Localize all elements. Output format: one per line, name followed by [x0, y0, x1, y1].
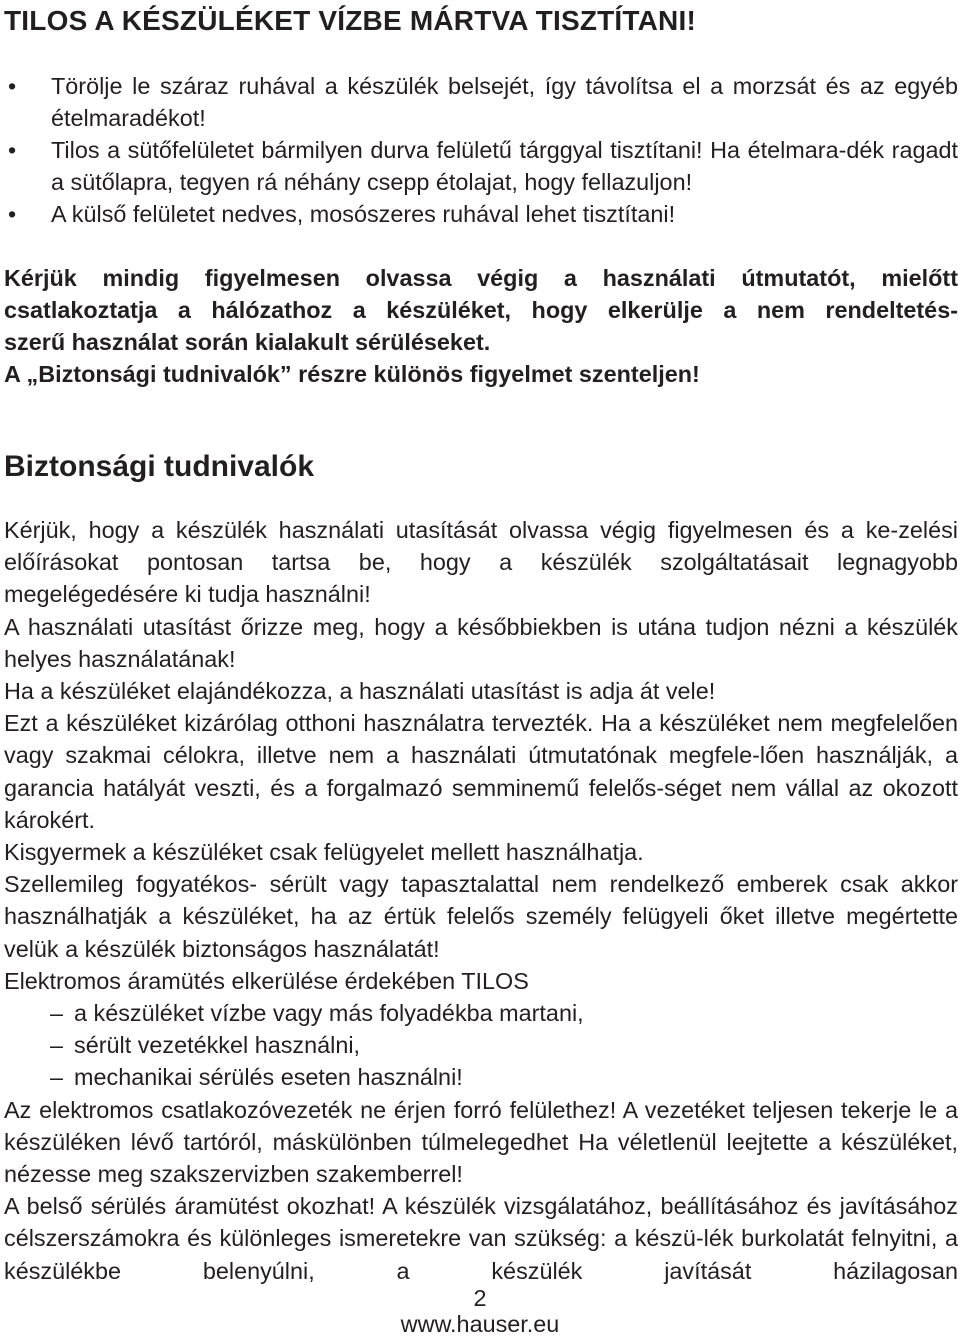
paragraph: Kisgyermek a készüléket csak felügyelet mellett használhatja. [4, 839, 644, 866]
paragraph: Szellemileg fogyatékos- sérült vagy tapasztalattal nem rendelkező emberek csak akkor használhatják a készüléket, ha az értük felelős személy felügyeli őket illetve megértette velük a készülék biztonságos használatát! [4, 871, 958, 962]
list-item [4, 997, 958, 1029]
list-item-text: Tilos a sütőfelületet bármilyen durva felületű tárggyal tisztítani! Ha ételmara-dék ragadt a sütőlapra, tegyen rá néhány csepp étolajat, hogy fellazuljon! [51, 137, 958, 195]
dash-icon: – [50, 1032, 64, 1059]
warning-line: csatlakoztatja a hálózathoz a készüléket, hogy elkerülje a nem rendeltetés- [4, 297, 958, 323]
bullet-icon: • [8, 73, 17, 99]
read-manual-warning [4, 262, 958, 390]
warning-line: szerű használat során kialakult sérüléseket. [4, 329, 491, 355]
paragraph: Ha a készüléket elajándékozza, a használati utasítást is adja át vele! [4, 678, 716, 705]
paragraph: Az elektromos csatlakozóvezeték ne érjen forró felülethez! A vezetéket teljesen tekerje le a készüléken lévő tartóról, máskülönben túlmelegedhet Ha véletlenül leejtette a készüléket, nézesse meg szakszervizben szakemberrel! [4, 1096, 958, 1188]
list-item [4, 1061, 958, 1093]
safety-text [4, 514, 958, 1287]
warning-line: A „Biztonsági tudnivalók” részre különös figyelmet szenteljen! [4, 361, 700, 387]
list-item [4, 70, 958, 134]
cleaning-warning-heading: TILOS A KÉSZÜLÉKET VÍZBE MÁRTVA TISZTÍTANI! [4, 5, 696, 36]
prohibited-actions-list [4, 997, 958, 1094]
paragraph: A belső sérülés áramütést okozhat! A készülék vizsgálatához, beállításához és javításához célszerszámokra és különleges ismeretekre van szükség: a készü-lék burkolatát felnyitni, a készülékbe belenyúlni, a készülék javítását házilagosan [4, 1193, 958, 1284]
paragraph: Kérjük, hogy a készülék használati utasítását olvassa végig figyelmesen és a ke-zelési előírásokat pontosan tartsa be, hogy a készülék szolgáltatásait legnagyobb megelégedésére ki tudja használni! [4, 517, 958, 608]
website-url: www.hauser.eu [400, 1311, 560, 1337]
section-title: Biztonsági tudnivalók [4, 450, 315, 483]
page-footer [0, 1285, 960, 1337]
paragraph: Elektromos áramütés elkerülése érdekében TILOS [4, 967, 529, 994]
list-item [4, 1029, 958, 1061]
dash-icon: – [50, 1064, 64, 1091]
list-item-text: sérült vezetékkel használni, [74, 1032, 361, 1059]
dash-icon: – [50, 1000, 64, 1027]
paragraph: Ezt a készüléket kizárólag otthoni használatra tervezték. Ha a készüléket nem megfelelően vagy szakmai célokra, illetve nem a használati útmutatónak megfele-lően használják, a garancia hatályát veszti, és a forgalmazó semminemű felelős-séget nem vállal az okozott károkért. [4, 710, 958, 833]
cleaning-instructions-list [4, 70, 958, 230]
list-item-text: A külső felületet nedves, mosószeres ruhával lehet tisztítani! [51, 201, 676, 227]
list-item-text: a készüléket vízbe vagy más folyadékba martani, [74, 1000, 584, 1027]
paragraph: A használati utasítást őrizze meg, hogy a későbbiekben is utána tudjon nézni a készülék helyes használatának! [4, 613, 958, 672]
bullet-icon: • [8, 137, 17, 163]
list-item [4, 198, 958, 230]
bullet-icon: • [8, 201, 17, 227]
list-item-text: Törölje le száraz ruhával a készülék belsejét, így távolítsa el a morzsát és az egyéb ételmaradékot! [51, 73, 958, 131]
list-item [4, 134, 958, 198]
page-number: 2 [473, 1285, 487, 1311]
list-item-text: mechanikai sérülés eseten használni! [74, 1064, 463, 1091]
warning-line: Kérjük mindig figyelmesen olvassa végig a használati útmutatót, mielőtt [4, 265, 958, 291]
